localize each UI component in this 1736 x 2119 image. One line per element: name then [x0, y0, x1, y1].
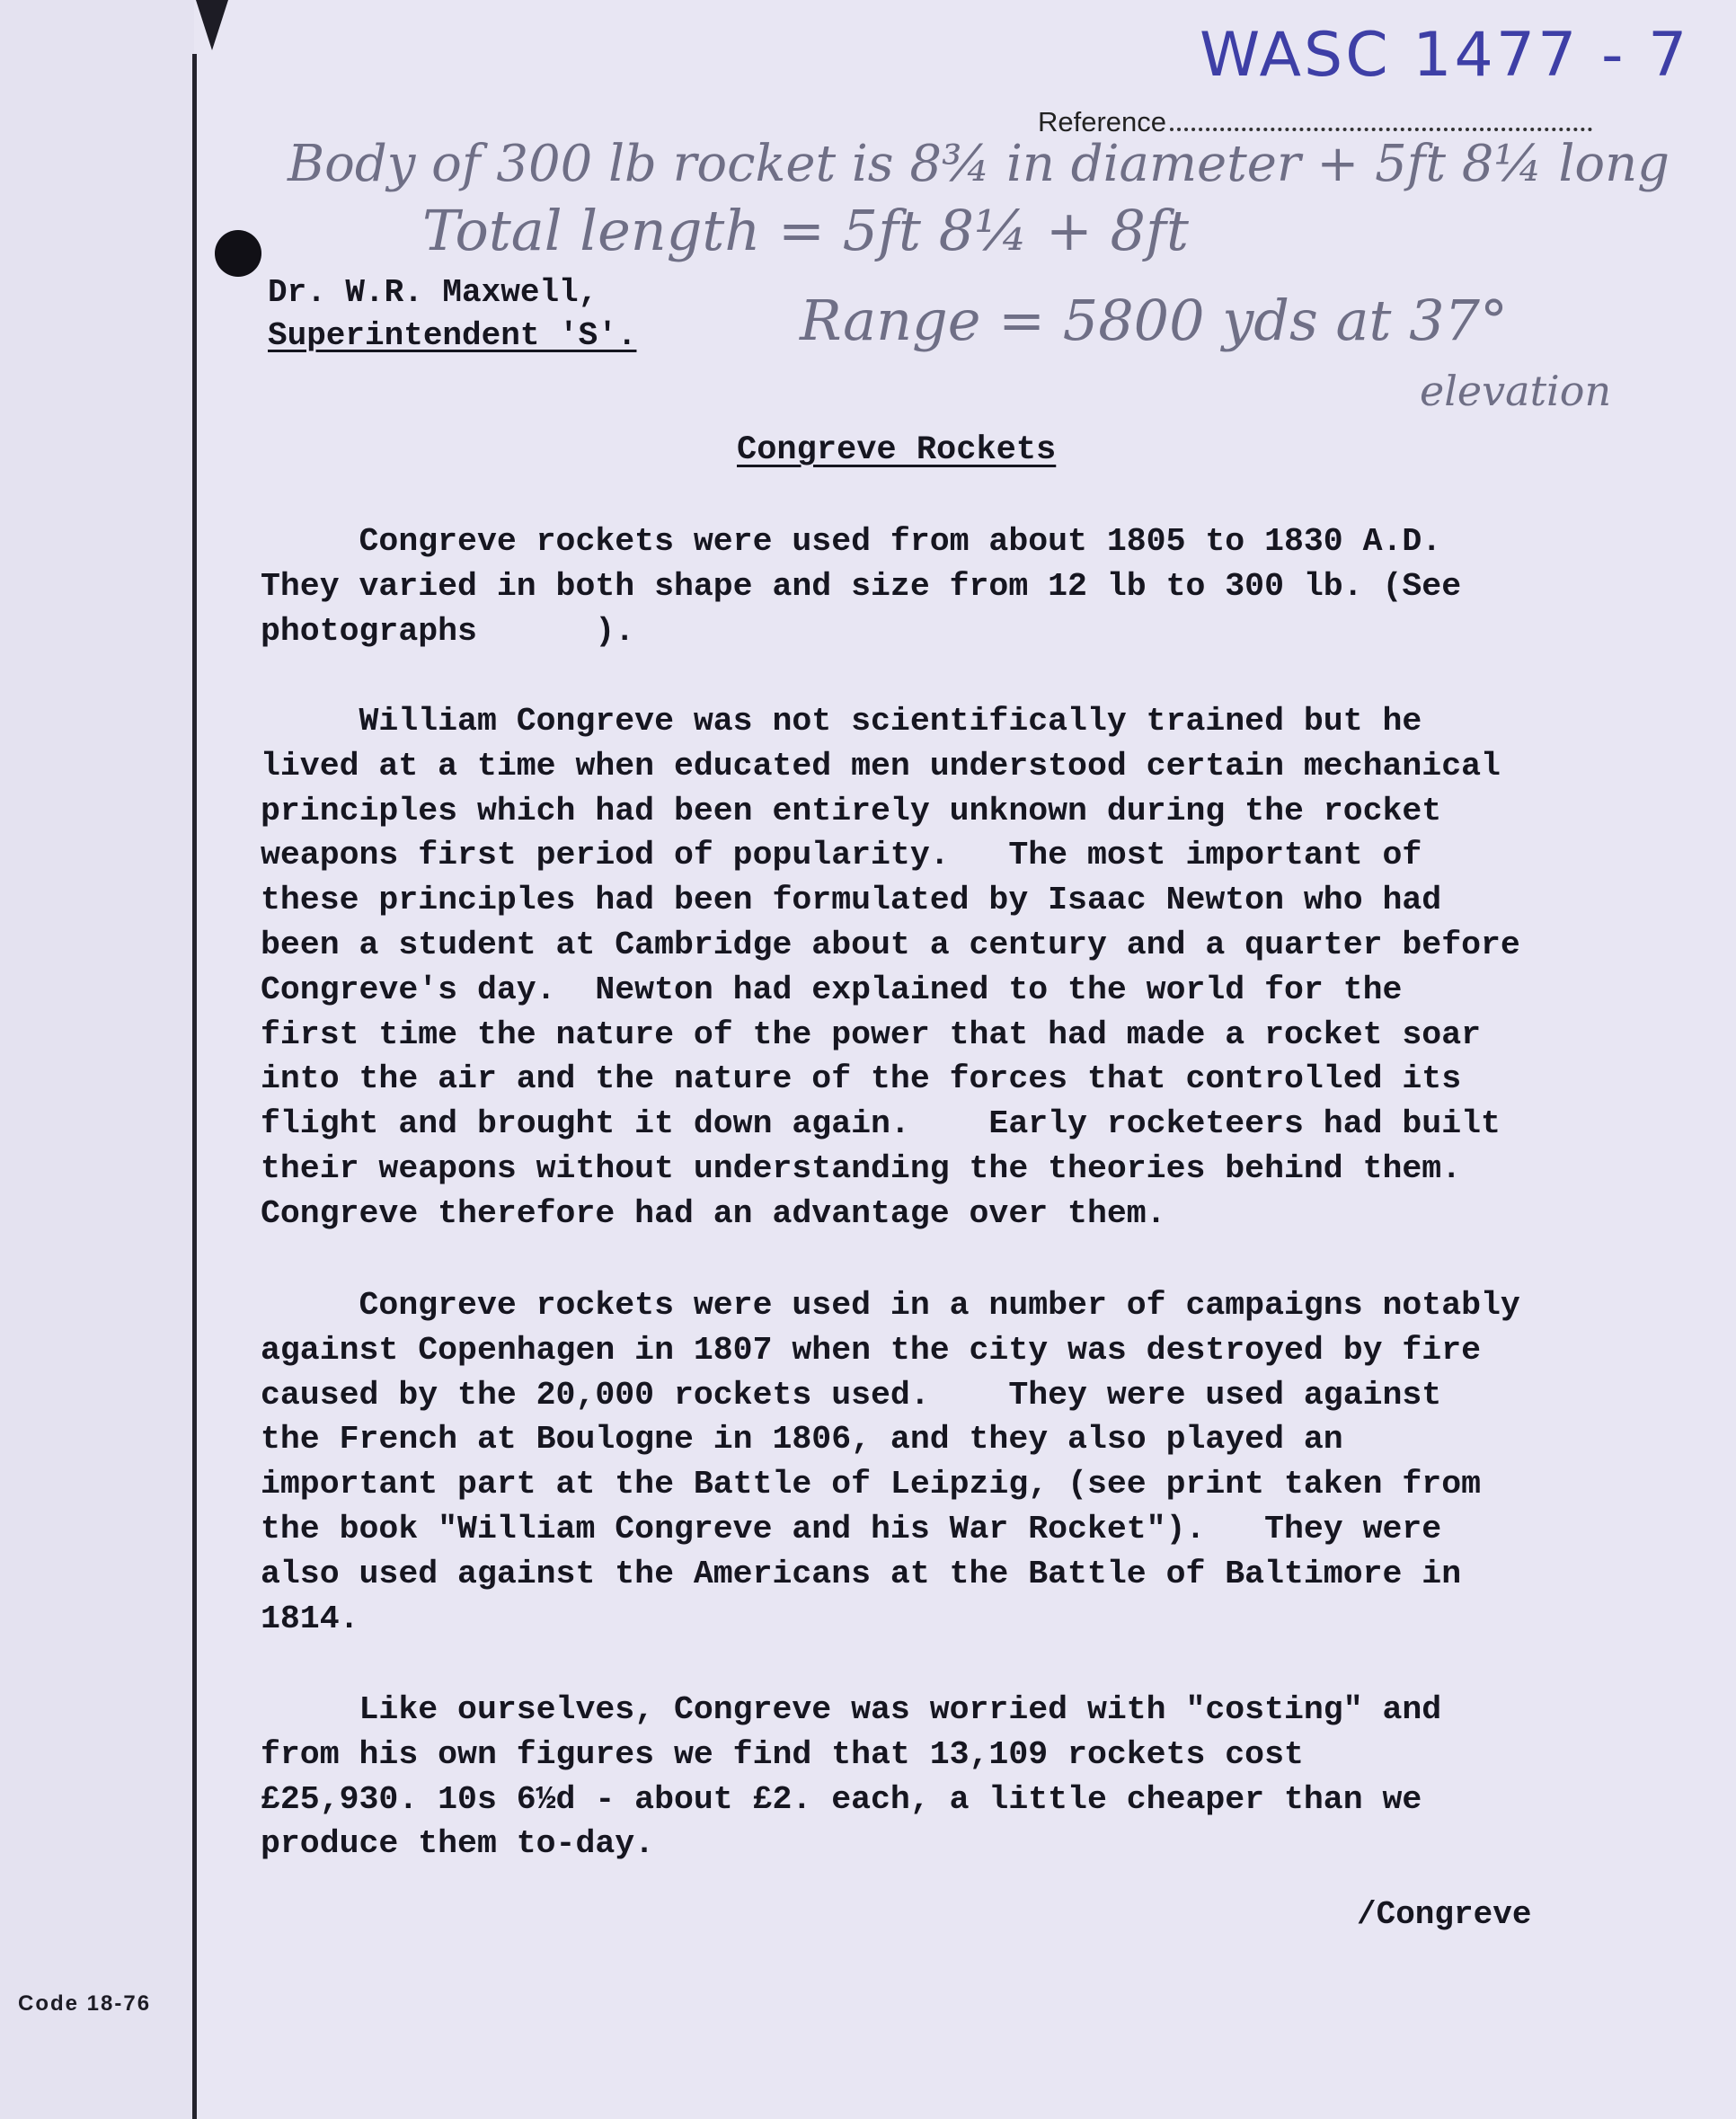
- text-line: lived at a time when educated men understood certain mechanical: [261, 747, 1501, 785]
- text-line: caused by the 20,000 rockets used. They were used against: [261, 1376, 1442, 1414]
- text-line: £25,930. 10s 6½d - about £2. each, a little cheaper than we: [261, 1780, 1422, 1818]
- handwritten-note-length: Total length = 5ft 8¼ + 8ft: [422, 198, 1189, 263]
- text-line: Like ourselves, Congreve was worried with "costing" and: [261, 1691, 1442, 1728]
- signoff: /Congreve: [1357, 1896, 1532, 1933]
- text-line: also used against the Americans at the Battle of Baltimore in: [261, 1555, 1462, 1592]
- reference-label: Reference: [1038, 106, 1167, 137]
- archive-reference: WASC 1477 - 7: [1200, 20, 1690, 91]
- handwritten-note-elevation: elevation: [1420, 367, 1612, 415]
- text-line: Congreve therefore had an advantage over them.: [261, 1194, 1166, 1232]
- handwritten-note-range: Range = 5800 yds at 37°: [800, 288, 1508, 353]
- text-line: produce them to-day.: [261, 1825, 655, 1863]
- text-line: 1814.: [261, 1600, 359, 1637]
- paragraph-2: [261, 699, 1520, 1237]
- text-line: into the air and the nature of the forces that controlled its: [261, 1060, 1462, 1098]
- corner-mark: [196, 0, 228, 50]
- addressee-title: Superintendent 'S'.: [268, 317, 637, 354]
- text-line: Congreve rockets were used from about 1805 to 1830 A.D.: [261, 523, 1442, 560]
- addressee-name: Dr. W.R. Maxwell,: [268, 274, 598, 311]
- form-code: Code 18-76: [18, 1991, 152, 2016]
- text-line: first time the nature of the power that had made a rocket soar: [261, 1015, 1482, 1053]
- paragraph-4: [261, 1688, 1441, 1866]
- text-line: They varied in both shape and size from 12 lb to 300 lb. (See: [261, 567, 1462, 605]
- addressee: [268, 271, 636, 358]
- text-line: weapons first period of popularity. The most important of: [261, 837, 1422, 874]
- reference-dots: [1170, 106, 1592, 131]
- text-line: Congreve's day. Newton had explained to the world for the: [261, 971, 1403, 1008]
- reference-line: [1038, 106, 1592, 138]
- text-line: the book "William Congreve and his War Rocket"). They were: [261, 1510, 1442, 1547]
- text-line: been a student at Cambridge about a century and a quarter before: [261, 926, 1520, 963]
- text-line: from his own figures we find that 13,109 rockets cost: [261, 1735, 1304, 1773]
- margin-rule: [192, 54, 197, 2119]
- text-line: Congreve rockets were used in a number of campaigns notably: [261, 1287, 1520, 1324]
- text-line: William Congreve was not scientifically trained but he: [261, 703, 1422, 740]
- document-title: Congreve Rockets: [737, 431, 1057, 469]
- text-line: photographs ).: [261, 612, 635, 650]
- paragraph-1: [261, 519, 1461, 653]
- text-line: these principles had been formulated by Isaac Newton who had: [261, 882, 1442, 919]
- text-line: important part at the Battle of Leipzig, (see print taken from: [261, 1466, 1482, 1503]
- text-line: their weapons without understanding the theories behind them.: [261, 1149, 1462, 1187]
- handwritten-note-diameter: Body of 300 lb rocket is 8¾ in diameter + 5ft 8¼ long: [288, 135, 1670, 193]
- text-line: against Copenhagen in 1807 when the city was destroyed by fire: [261, 1331, 1482, 1369]
- text-line: flight and brought it down again. Early rocketeers had built: [261, 1105, 1501, 1143]
- paragraph-3: [261, 1283, 1520, 1641]
- text-line: the French at Boulogne in 1806, and they also played an: [261, 1421, 1343, 1458]
- text-line: principles which had been entirely unknown during the rocket: [261, 792, 1442, 829]
- punch-hole: [215, 230, 261, 277]
- left-margin-strip: [0, 0, 194, 2119]
